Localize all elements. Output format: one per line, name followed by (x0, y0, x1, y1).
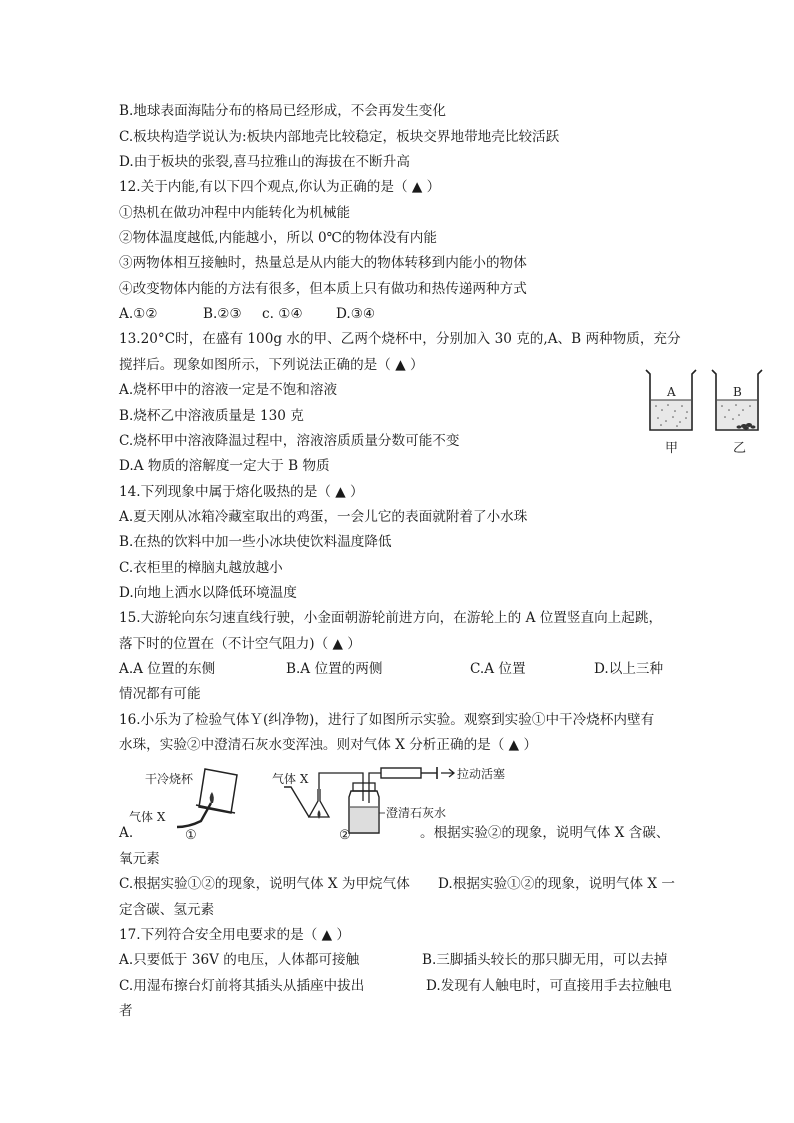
q12-option-b: B.②③ (203, 306, 242, 322)
q11-option-d: D.由于板块的张裂,喜马拉雅山的海拔在不断升高 (119, 154, 410, 170)
q17-option-d: D.发现有人触电时，可直接用手去拉触电 (426, 978, 672, 994)
q15-stem-line2: 落下时的位置在（不计空气阻力)（ ▲ ） (119, 636, 361, 652)
q16-option-b-continued: 氧元素 (119, 851, 160, 867)
q16-stem-line2: 水珠，实验②中澄清石灰水变浑浊。则对气体 X 分析正确的是（ ▲ ） (119, 737, 538, 753)
q15-option-b: B.A 位置的两侧 (286, 661, 383, 677)
q15-option-a: A.A 位置的东侧 (119, 661, 216, 677)
q14-option-b: B.在热的饮料中加一些小冰块使饮料温度降低 (119, 534, 392, 550)
q12-statement-4: ④改变物体内能的方法有很多，但本质上只有做功和热传递两种方式 (119, 281, 527, 297)
beaker-yi-label: B (733, 385, 742, 399)
gas-x-label-2: 气体 X (272, 772, 309, 786)
q16-option-d-continued: 定含碳、氢元素 (119, 902, 215, 918)
q13-stem-line1: 13.20°C时，在盛有 100g 水的甲、乙两个烧杯中，分别加入 30 克的,A、B 两种物质，充分 (119, 331, 681, 347)
beaker-jia-caption: 甲 (665, 441, 679, 456)
q14-stem: 14.下列现象中属于熔化吸热的是（ ▲ ） (119, 484, 364, 500)
q17-option-d-continued: 者 (119, 1003, 133, 1019)
q11-option-c: C.板块构造学说认为:板块内部地壳比较稳定，板块交界地带地壳比较活跃 (119, 129, 560, 145)
q17-stem: 17.下列符合安全用电要求的是（ ▲ ） (119, 927, 351, 943)
gas-x-label-1: 气体 X (129, 810, 166, 824)
q17-option-b: B.三脚插头较长的那只脚无用，可以去掉 (422, 952, 668, 968)
pull-piston-label: 拉动活塞 (457, 767, 506, 781)
q16-stem-line1: 16.小乐为了检验气体Ｙ(纠净物)，进行了如图所示实验。观察到实验①中干冷烧杯内壁有 (119, 712, 655, 728)
q12-stem: 12.关于内能,有以下四个观点,你认为正确的是（ ▲ ） (119, 179, 441, 195)
q13-option-b: B.烧杯乙中溶液质量是 130 克 (119, 408, 304, 424)
beaker-yi-caption: 乙 (733, 441, 747, 456)
q13-option-c: C.烧杯甲中溶液降温过程中，溶液溶质质量分数可能不变 (119, 433, 460, 449)
q17-option-c: C.用湿布擦台灯前将其插头从插座中拔出 (119, 978, 365, 994)
limewater-label: 澄清石灰水 (386, 806, 447, 820)
q16-option-b: 。根据实验②的现象，说明气体 X 含碳、 (420, 825, 670, 841)
beakers-figure (640, 366, 780, 458)
q16-option-c: C.根据实验①②的现象，说明气体 X 为甲烷气体 (119, 876, 410, 892)
q14-option-c: C.衣柜里的樟脑丸越放越小 (119, 560, 283, 576)
beaker-jia (646, 370, 696, 456)
q11-option-b: B.地球表面海陆分布的格局已经形成，不会再发生变化 (119, 103, 446, 119)
q12-statement-2: ②物体温度越低,内能越小，所以 0℃的物体没有内能 (119, 230, 437, 246)
q15-option-d-continued: 情况都有可能 (119, 686, 201, 702)
q13-option-d: D.A 物质的溶解度一定大于 B 物质 (119, 458, 330, 474)
q12-option-d: D.③④ (336, 306, 376, 322)
q15-option-c: C.A 位置 (470, 661, 526, 677)
q16-option-d: D.根据实验①②的现象，说明气体 X 一 (438, 876, 675, 892)
experiment-1-apparatus (129, 769, 237, 841)
q17-option-a: A.只要低于 36V 的电压，人体都可接触 (119, 952, 360, 968)
q14-option-d: D.向地上洒水以降低环境温度 (119, 585, 297, 601)
q13-option-a: A.烧杯甲中的溶液一定是不饱和溶液 (119, 382, 338, 398)
q12-statement-3: ③两物体相互接触时，热量总是从内能大的物体转移到内能小的物体 (119, 255, 527, 271)
q12-statement-1: ①热机在做功冲程中内能转化为机械能 (119, 205, 351, 221)
q15-option-d: D.以上三种 (594, 661, 664, 677)
q12-option-a: A.①② (119, 306, 158, 322)
q15-stem-line1: 15.大游轮向东匀速直线行驶，小金面朝游轮前进方向，在游轮上的 A 位置竖直向上起跳， (119, 610, 663, 626)
q13-stem-line2: 搅拌后。现象如图所示，下列说法正确的是（ ▲ ） (119, 357, 424, 373)
q12-option-c: c. ①④ (262, 306, 303, 322)
experiment-1-number: ① (185, 828, 197, 841)
experiment-2-number: ② (339, 828, 351, 841)
q16-option-a: A. (119, 825, 134, 841)
cold-beaker-label: 干冷烧杯 (145, 772, 194, 786)
beaker-jia-label: A (667, 385, 676, 399)
beaker-yi (712, 370, 762, 456)
q14-option-a: A.夏天刚从冰箱冷藏室取出的鸡蛋，一会儿它的表面就附着了小水珠 (119, 509, 528, 525)
